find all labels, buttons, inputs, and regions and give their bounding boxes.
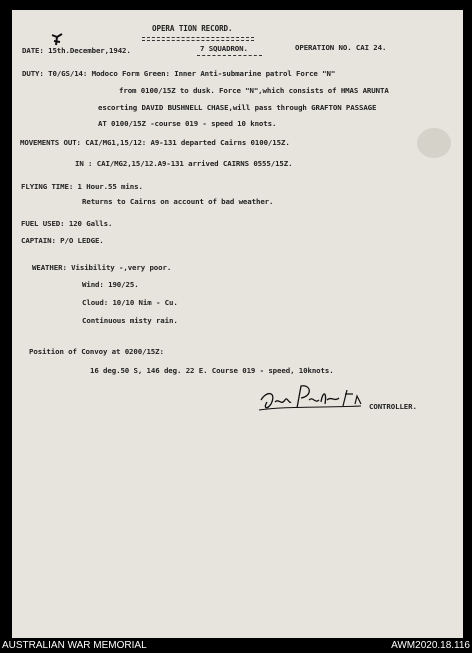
footer-institution: AUSTRALIAN WAR MEMORIAL xyxy=(2,640,147,651)
captain: CAPTAIN: P/O LEDGE. xyxy=(21,236,104,245)
squadron: 7 SQUADRON. xyxy=(200,44,248,53)
controller-label: CONTROLLER. xyxy=(369,402,417,411)
squadron-underline xyxy=(197,55,262,56)
duty-line-1: DUTY: T0/GS/14: Modoco Form Green: Inner Anti-submarine patrol Force "N" xyxy=(22,69,336,78)
weather-visibility: WEATHER: Visibility -,very poor. xyxy=(32,263,172,272)
weather-rain: Continuous misty rain. xyxy=(82,316,178,325)
signature xyxy=(257,378,367,422)
fuel-used: FUEL USED: 120 Galls. xyxy=(21,219,113,228)
document-title: OPERA TION RECORD. xyxy=(152,24,233,33)
weather-cloud: Cloud: 10/10 Nim - Cu. xyxy=(82,298,178,307)
operation-number: OPERATION NO. CAI 24. xyxy=(295,43,387,52)
movements-in: IN : CAI/MG2,15/12.A9-131 arrived CAIRNS 0555/15Z. xyxy=(75,159,293,168)
convoy-position-value: 16 deg.50 S, 146 deg. 22 E. Course 019 - speed, 10knots. xyxy=(90,366,334,375)
date-line: DATE: 15th.December,1942. xyxy=(22,46,131,55)
document-page xyxy=(12,10,463,638)
title-underline-2 xyxy=(142,40,254,41)
footer-accession-number: AWM2020.18.116 xyxy=(391,640,470,651)
paper-stain xyxy=(417,128,451,158)
title-underline-1 xyxy=(142,37,254,38)
movements-out: MOVEMENTS OUT: CAI/MG1,15/12: A9-131 departed Cairns 0100/15Z. xyxy=(20,138,290,147)
flying-time: FLYING TIME: 1 Hour.55 mins. xyxy=(21,182,143,191)
duty-line-3: escorting DAVID BUSHNELL CHASE,will pass through GRAFTON PASSAGE xyxy=(98,103,377,112)
duty-line-4: AT 0100/15Z -course 019 - speed 10 knots. xyxy=(98,119,277,128)
duty-line-2: from 0100/15Z to dusk. Force "N",which consists of HMAS ARUNTA xyxy=(119,86,389,95)
weather-wind: Wind: 190/25. xyxy=(82,280,139,289)
archive-footer xyxy=(0,638,472,653)
convoy-position-label: Position of Convoy at 0200/15Z: xyxy=(29,347,164,356)
returns-note: Returns to Cairns on account of bad weather. xyxy=(82,197,274,206)
